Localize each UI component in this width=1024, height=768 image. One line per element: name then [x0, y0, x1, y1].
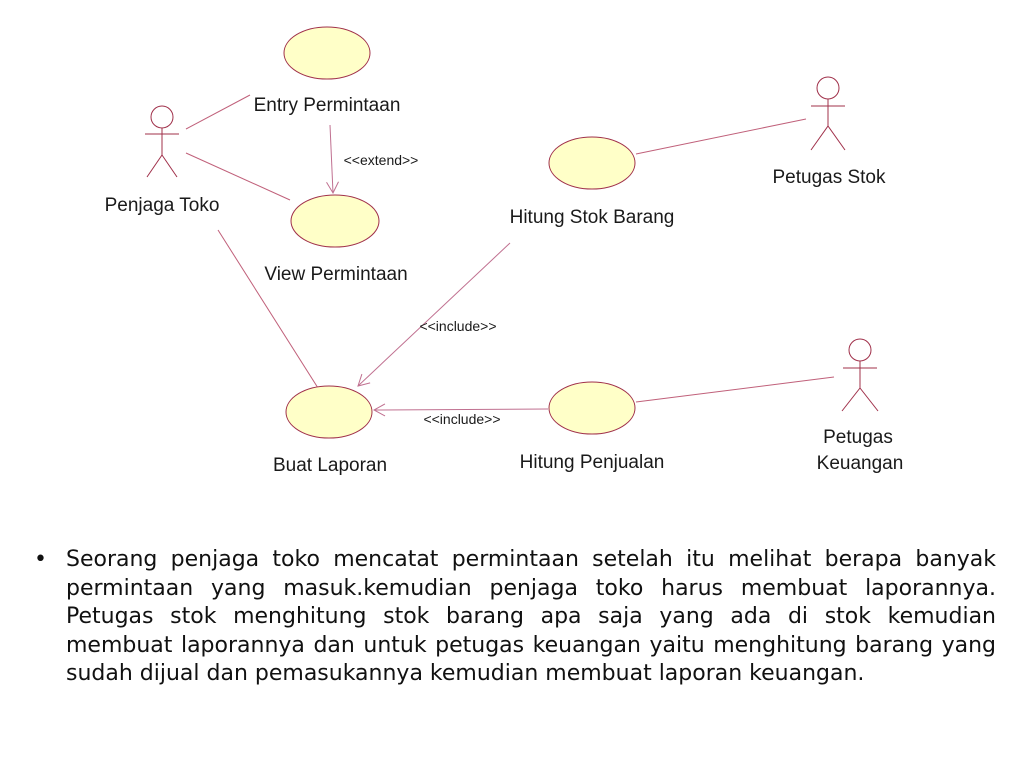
use-case-hitung-stok-ellipse[interactable] [549, 137, 635, 189]
assoc-penjaga-buat [218, 230, 318, 388]
use-case-entry-label: Entry Permintaan [253, 95, 401, 116]
assoc-stok-hitung-stok [636, 119, 806, 154]
actor-penjaga-toko-icon[interactable] [145, 106, 179, 177]
actor-petugas-stok-label: Petugas Stok [772, 167, 886, 188]
include-stereotype-label-jual: <<include>> [423, 411, 501, 427]
actor-petugas-keuangan-icon[interactable] [842, 339, 878, 411]
include-arrow-jual [374, 409, 548, 410]
actor-penjaga-toko-label: Penjaga Toko [104, 195, 220, 216]
actor-petugas-keuangan-label-line1: Petugas [823, 427, 893, 448]
use-case-buat-ellipse[interactable] [286, 386, 372, 438]
actor-petugas-stok-icon[interactable] [811, 77, 845, 150]
use-case-hitung-stok-label: Hitung Stok Barang [509, 207, 675, 228]
extend-stereotype-label: <<extend>> [343, 152, 419, 168]
description-bullet [34, 546, 996, 689]
actor-petugas-keuangan-label-line2: Keuangan [816, 453, 904, 474]
use-case-entry-ellipse[interactable] [284, 27, 370, 79]
use-case-view-ellipse[interactable] [291, 195, 379, 247]
use-case-hitung-jual-label: Hitung Penjualan [519, 452, 665, 473]
include-stereotype-label-stok: <<include>> [419, 318, 497, 334]
use-case-buat-label: Buat Laporan [272, 455, 388, 476]
assoc-keuangan-hitung-jual [636, 377, 834, 402]
description-text: Seorang penjaga toko mencatat permintaan setelah itu melihat berapa banyak permintaan yang masuk.kemudian penjaga toko harus membuat laporannya. Petugas stok menghitung stok barang apa saja yang ada di stok kemudian membuat laporannya dan untuk petugas keuangan yaitu menghitung barang yang sudah dijual dan pemasukannya kemudian membuat laporan keuangan. [66, 547, 996, 686]
assoc-penjaga-entry [186, 95, 250, 129]
use-case-hitung-jual-ellipse[interactable] [549, 382, 635, 434]
extend-arrow [330, 125, 333, 193]
assoc-penjaga-view [186, 153, 290, 200]
use-case-view-label: View Permintaan [264, 264, 408, 285]
bullet-marker: • [34, 547, 47, 572]
